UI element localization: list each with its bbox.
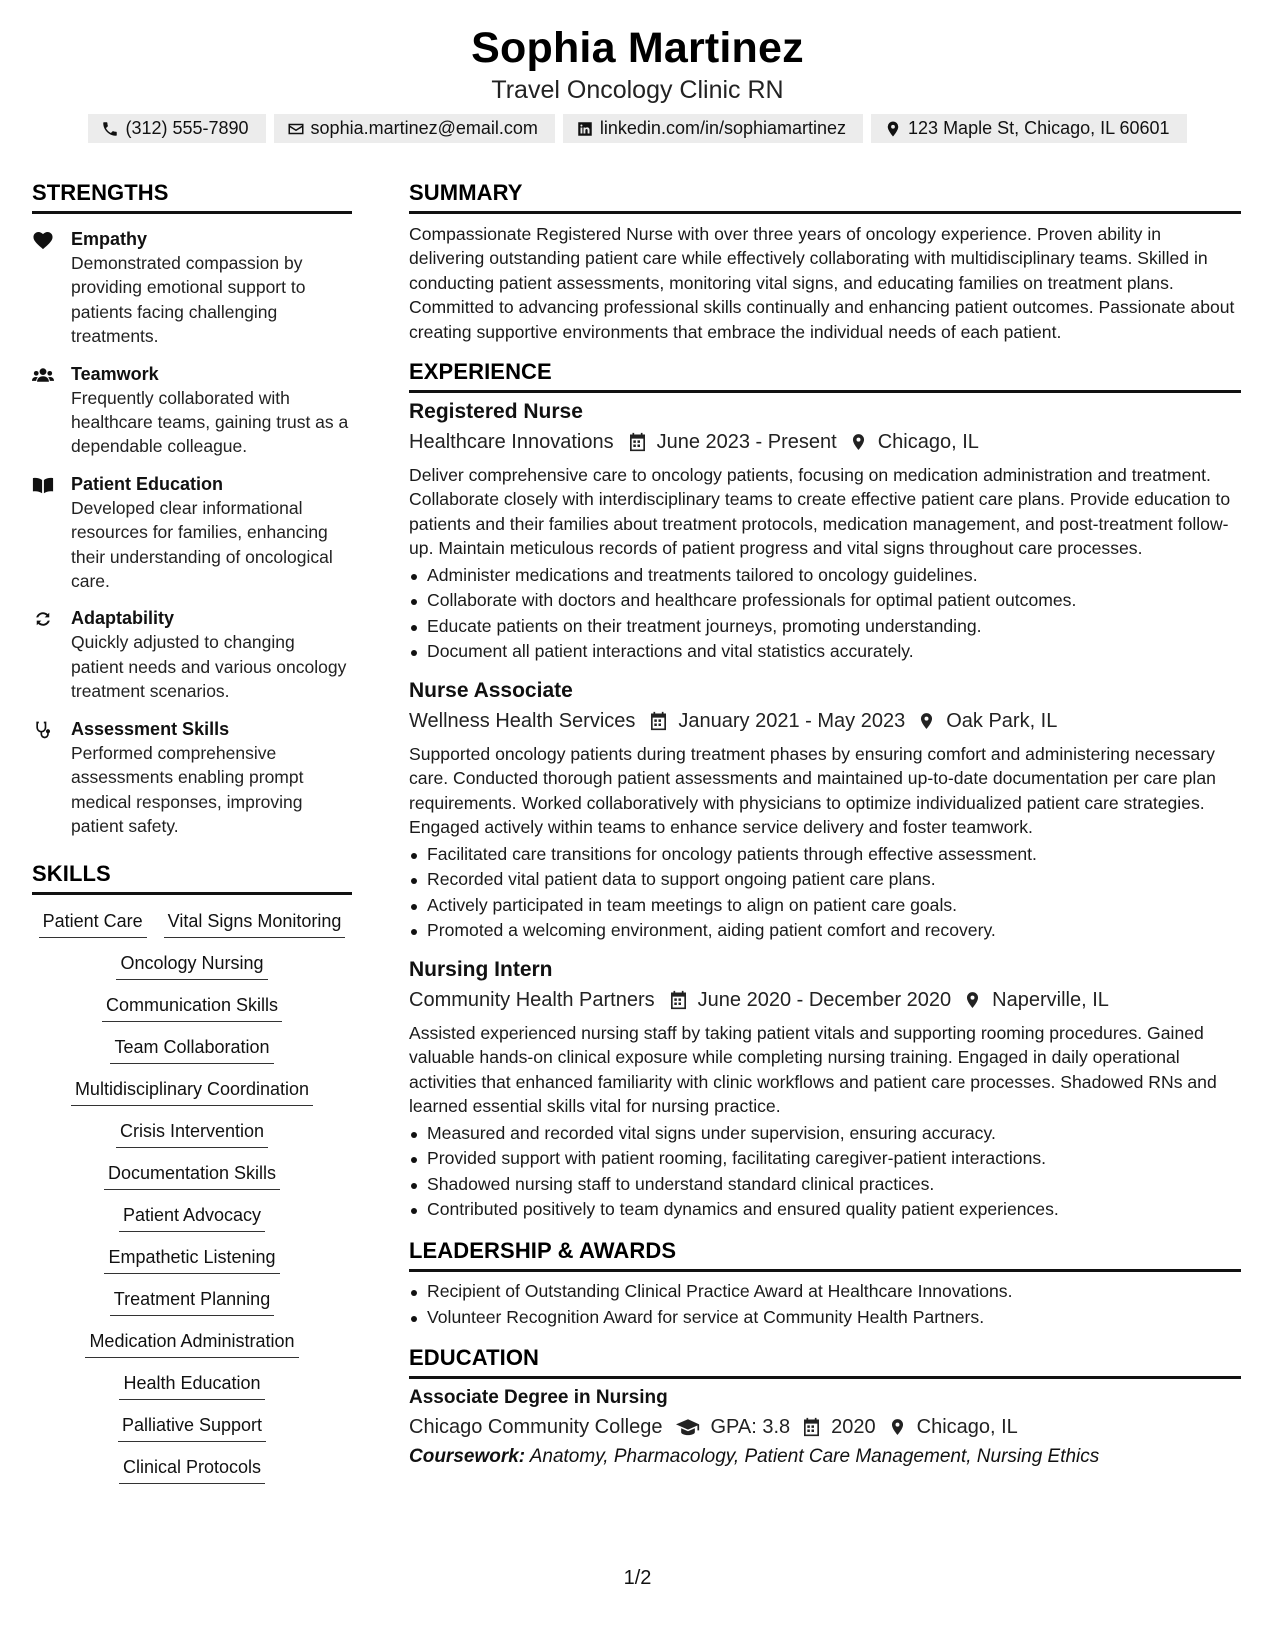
strength-item: [32, 227, 352, 349]
education-meta: [409, 1412, 1241, 1442]
experience-heading: EXPERIENCE: [409, 359, 552, 385]
skill-tag: [32, 1161, 352, 1190]
skill-tag-text: Health Education: [119, 1371, 264, 1400]
section-divider: [409, 1376, 1241, 1379]
skill-tag-text: Medication Administration: [85, 1329, 298, 1358]
job-entry: [409, 677, 1241, 944]
stethoscope-icon: [32, 717, 71, 839]
book-icon: [32, 472, 71, 594]
strength-desc: Quickly adjusted to changing patient needs and various oncology treatment scenarios.: [71, 632, 347, 702]
strength-desc: Performed comprehensive assessments enabling prompt medical responses, improving patient safety.: [71, 742, 304, 836]
map-marker-icon: [888, 1417, 907, 1437]
job-meta: [409, 985, 1241, 1015]
section-divider: [409, 1269, 1241, 1272]
job-bullet: Document all patient interactions and vital statistics accurately.: [409, 639, 1241, 665]
job-bullet: Administer medications and treatments tailored to oncology guidelines.: [409, 563, 1241, 589]
job-dates: January 2021 - May 2023: [678, 710, 906, 733]
section-divider: [409, 211, 1241, 214]
job-dates: June 2023 - Present: [656, 431, 837, 454]
strength-item: [32, 606, 352, 703]
skill-tag: [32, 1455, 352, 1484]
strength-desc: Developed clear informational resources for families, enhancing their understanding of oncological care.: [71, 497, 333, 592]
graduation-cap-icon: [676, 1417, 700, 1437]
skill-tag: [32, 1035, 352, 1064]
degree-title: Associate Degree in Nursing: [409, 1387, 668, 1409]
candidate-name: Sophia Martinez: [471, 24, 804, 72]
contact-phone[interactable]: [88, 114, 265, 143]
strength-item: [32, 472, 352, 594]
school-name: Chicago Community College: [409, 1416, 663, 1439]
strength-item: [32, 362, 352, 459]
job-bullet: Promoted a welcoming environment, aiding patient comfort and recovery.: [409, 918, 1241, 944]
skill-tag-text: Oncology Nursing: [116, 951, 267, 980]
job-meta: [409, 706, 1241, 736]
skill-tag-text: Multidisciplinary Coordination: [71, 1077, 313, 1106]
job-location: Naperville, IL: [992, 989, 1109, 1012]
strength-title: Assessment Skills: [71, 718, 230, 739]
job-bullets: [409, 563, 1241, 665]
map-marker-icon: [917, 711, 936, 731]
users-icon: [32, 362, 71, 459]
skill-tag: [32, 993, 352, 1022]
right-column: [409, 179, 1241, 1470]
calendar-icon: [802, 1417, 821, 1437]
contact-linkedin[interactable]: [563, 114, 863, 143]
sync-icon: [32, 606, 71, 703]
coursework-label: Coursework:: [409, 1446, 526, 1468]
skill-tag-text: Team Collaboration: [110, 1035, 273, 1064]
skill-tag: Vital Signs Monitoring: [164, 909, 346, 938]
calendar-icon: [628, 432, 647, 452]
skill-tag: [32, 1077, 352, 1106]
job-entry: [409, 398, 1241, 665]
company-name: Healthcare Innovations: [409, 431, 614, 454]
job-bullet: Provided support with patient rooming, facilitating caregiver-patient interactions.: [409, 1146, 1241, 1172]
job-title: Nurse Associate: [409, 679, 573, 703]
job-entry: [409, 956, 1241, 1223]
contact-address: [871, 114, 1187, 143]
contact-bar: [0, 114, 1275, 143]
map-marker-icon: [963, 990, 982, 1010]
calendar-icon: [669, 990, 688, 1010]
strength-desc: Demonstrated compassion by providing emotional support to patients facing challenging treatments.: [71, 253, 306, 347]
contact-email-text: sophia.martinez@email.com: [310, 118, 538, 138]
skill-tag-text: Empathetic Listening: [104, 1245, 279, 1274]
job-meta: [409, 427, 1241, 457]
contact-phone-text: (312) 555-7890: [125, 118, 249, 138]
job-title: Registered Nurse: [409, 400, 583, 424]
calendar-icon: [649, 711, 668, 731]
job-bullets: [409, 1121, 1241, 1223]
skill-tag: [32, 1203, 352, 1232]
job-description: Supported oncology patients during treatment phases by ensuring comfort and administering necessary care. Conducted thorough patient assessments and maintained up-to-date documentation per care plan requirements. Worked collaboratively with physicians to optimize individualized patient care strategies. Engaged actively within teams to enhance service delivery and foster teamwork.: [409, 744, 1216, 838]
section-divider: [409, 390, 1241, 393]
skill-tag: [32, 1413, 352, 1442]
job-bullet: Collaborate with doctors and healthcare professionals for optimal patient outcomes.: [409, 588, 1241, 614]
skill-tag: [32, 1371, 352, 1400]
skill-tag: [32, 951, 352, 980]
skill-tag: [32, 1245, 352, 1274]
skill-tag-text: Communication Skills: [102, 993, 282, 1022]
leadership-heading: LEADERSHIP & AWARDS: [409, 1238, 677, 1264]
job-bullet: Educate patients on their treatment journeys, promoting understanding.: [409, 614, 1241, 640]
job-description: Deliver comprehensive care to oncology patients, focusing on medication administration and treatment. Collaborate closely with interdisciplinary teams to create effective patient care plans. Provide education to patients and their families about treatment protocols, medication management, and post-treatment follow-up. Maintain meticulous records of patient progress and vital signs throughout care processes.: [409, 465, 1231, 559]
job-bullets: [409, 842, 1241, 944]
contact-address-text: 123 Maple St, Chicago, IL 60601: [908, 118, 1170, 138]
heart-icon: [32, 227, 71, 349]
strength-desc: Frequently collaborated with healthcare teams, gaining trust as a dependable colleague.: [71, 387, 349, 457]
coursework: [409, 1444, 1241, 1470]
job-bullet: Recorded vital patient data to support ongoing patient care plans.: [409, 867, 1241, 893]
job-bullet: Actively participated in team meetings to align on patient care goals.: [409, 893, 1241, 919]
summary-heading: SUMMARY: [409, 180, 523, 205]
strength-title: Empathy: [71, 229, 148, 249]
map-marker-icon: [849, 432, 868, 452]
job-bullet: Facilitated care transitions for oncology patients through effective assessment.: [409, 842, 1241, 868]
strength-item: [32, 717, 352, 839]
award-item: Volunteer Recognition Award for service at Community Health Partners.: [409, 1305, 1241, 1331]
education-gpa: GPA: 3.8: [710, 1416, 791, 1439]
skill-tag: [32, 1119, 352, 1148]
skill-tag-text: Patient Advocacy: [119, 1203, 265, 1232]
award-item: Recipient of Outstanding Clinical Practice Award at Healthcare Innovations.: [409, 1279, 1241, 1305]
company-name: Wellness Health Services: [409, 710, 636, 733]
skill-tag-text: Documentation Skills: [104, 1161, 280, 1190]
skill-tag-text: Treatment Planning: [110, 1287, 274, 1316]
job-bullet: Measured and recorded vital signs under supervision, ensuring accuracy.: [409, 1121, 1241, 1147]
section-divider: [32, 892, 352, 895]
strengths-heading: STRENGTHS: [32, 180, 169, 205]
job-location: Oak Park, IL: [946, 710, 1058, 733]
coursework-list: Anatomy, Pharmacology, Patient Care Management, Nursing Ethics: [529, 1446, 1100, 1468]
phone-icon: [101, 120, 119, 138]
envelope-icon: [287, 120, 305, 138]
job-bullet: Shadowed nursing staff to understand standard clinical practices.: [409, 1172, 1241, 1198]
skill-tag-text: Clinical Protocols: [119, 1455, 265, 1484]
contact-linkedin-text: linkedin.com/in/sophiamartinez: [599, 118, 847, 138]
job-location: Chicago, IL: [877, 431, 979, 454]
job-description: Assisted experienced nursing staff by taking patient vitals and supporting rooming procedures. Gained valuable hands-on clinical exposure while completing nursing training. Engaged in daily operational activities that enhanced familiarity with clinic workflows and patient care processes. Shadowed RNs and learned essential skills vital for nursing practice.: [409, 1023, 1217, 1117]
linkedin-icon: [576, 120, 594, 138]
strength-title: Patient Education: [71, 473, 224, 494]
job-bullet: Contributed positively to team dynamics and ensured quality patient experiences.: [409, 1197, 1241, 1223]
section-divider: [32, 211, 352, 214]
skill-tag-text: Palliative Support: [118, 1413, 266, 1442]
candidate-role: Travel Oncology Clinic RN: [491, 76, 784, 104]
job-title: Nursing Intern: [409, 958, 553, 982]
resume-header: [0, 22, 1275, 143]
strength-title: Teamwork: [71, 363, 159, 384]
skill-tag: [32, 1287, 352, 1316]
skill-tag: [32, 1329, 352, 1358]
skills-list: [32, 909, 352, 1484]
summary-text: Compassionate Registered Nurse with over three years of oncology experience. Proven ability in delivering outstanding patient care while effectively collaborating with multidisciplinary teams. Skilled in conducting patient assessments, monitoring vital signs, and educating families on treatment plans. Committed to advancing professional skills continually and enhancing patient outcomes. Passionate about creating supportive environments that embrace the individual needs of each patient.: [409, 224, 1235, 342]
page-number: 1/2: [623, 1567, 652, 1589]
leadership-list: [409, 1279, 1241, 1330]
company-name: Community Health Partners: [409, 989, 655, 1012]
map-marker-icon: [884, 120, 902, 138]
left-column: [32, 179, 352, 1484]
education-location: Chicago, IL: [916, 1416, 1018, 1439]
skill-tag-text: Crisis Intervention: [116, 1119, 268, 1148]
job-dates: June 2020 - December 2020: [697, 989, 952, 1012]
skills-heading: SKILLS: [32, 861, 111, 887]
skill-tag: Patient Care: [39, 909, 147, 938]
strength-title: Adaptability: [71, 608, 175, 629]
education-heading: EDUCATION: [409, 1345, 540, 1371]
contact-email[interactable]: [274, 114, 555, 143]
education-year: 2020: [831, 1416, 876, 1439]
